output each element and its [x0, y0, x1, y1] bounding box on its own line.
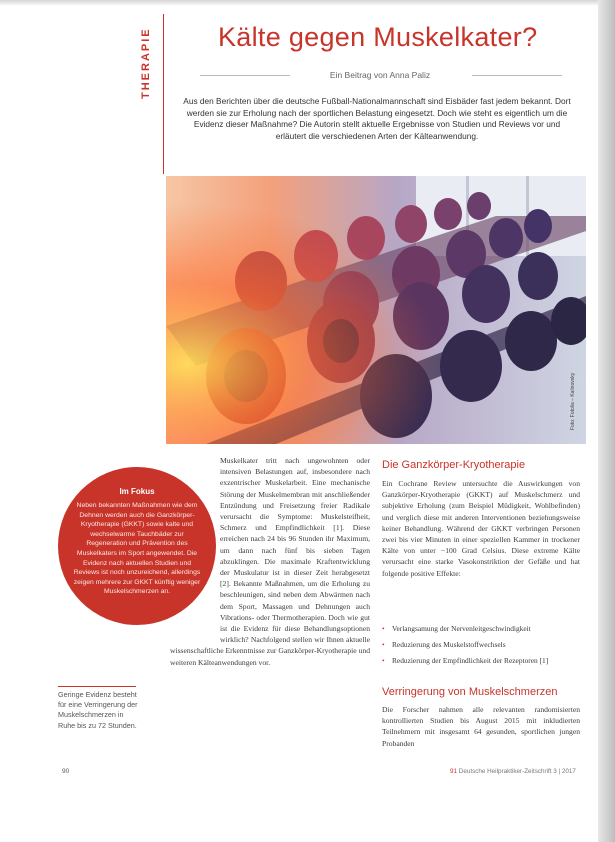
right-column-para1: Ein Cochrane Review untersuchte die Auswirkungen von Ganzkörper-Kryotherapie (GKKT) auf Muskelschmerz und subjektive Erholung (zum Beispiel Müdigkeit, Wohlbefinden) und verglich diese mit anderen Interventionen beziehungsweise keiner Behandlung. Während der GKKT verbringen Personen zwei bis vier Minuten in einer speziellen Kammer in trockener Kälte von unter −100 Grad Celsius. Diese extreme Kälte verursacht eine starke Vasokonstriktion der Gefäße und hat folgende positive Effekte: — [382, 479, 580, 578]
dumbbell-rack-photo — [166, 176, 586, 444]
effects-list — [382, 623, 580, 671]
info-box-text: Neben bekannten Maßnahmen wie dem Dehnen werden auch die Ganzkörper-Kryotherapie (GKKT) sowie kalte und wechselwarme Tauchbäder zur Regeneration und Prävention des Muskelkaters im Sport angewendet. Die Evidenz nach aktuellen Studien und Reviews ist noch unzureichend, allerdings zeigen mehrere zur GKKT künftig weniger Muskelschmerzen an. — [73, 502, 201, 596]
list-item: • Reduzierung des Muskelstoffwechsels — [382, 639, 580, 650]
left-column-paragraph: Muskelkater tritt nach ungewohnten oder intensiven Belastungen auf, insbesondere nach exzentrischer Muskelarbeit. Eine mechanische Störung der Muskelmembran mit anschließender Entzündung und Freisetzung freier Radikale verursacht die Symptome: Muskelsteifheit, Schmerz und Empfindlichkeit [1]. Diese erreichen nach 24 bis 96 Stunden ihr Maximum, um dann nach fünf bis sieben Tagen abzuklingen. Die maximale Kraftentwicklung der Muskulatur ist in dieser Zeit herabgesetzt [2]. Bekannte Maßnahmen, um die Erholung zu beschleunigen, sind neben dem Abwärmen nach dem Sport, Massagen und Dehnungen auch Vibrations- oder Thermotherapien. Doch wie gut ist die Evidenz für diese Behandlungsoptionen wirklich? Nachfolgend stellen wir Ihnen aktuelle wissenschaftliche Erkenntnisse zur Ganzkörper-Kryotherapie und weiteren Kälteanwendungen vor. — [170, 456, 370, 667]
list-item: • Verlangsamung der Nervenleitgeschwindigkeit — [382, 623, 580, 634]
heading-ganzkoerper: Die Ganzkörper-Kryotherapie — [382, 459, 526, 471]
list-item: • Reduzierung der Empfindlichkeit der Rezeptoren [1] — [382, 655, 580, 666]
dumbbell-illustration — [166, 176, 586, 444]
journal-name: Deutsche Heilpraktiker-Zeitschrift 3 | 2017 — [458, 768, 576, 775]
footer-right — [450, 768, 590, 775]
caption-rule — [58, 686, 136, 687]
section-label: THERAPIE — [140, 27, 152, 99]
page-number-right: 91 — [450, 768, 458, 775]
info-box-title: Im Fokus — [119, 487, 155, 496]
article-title: Kälte gegen Muskelkater? — [218, 22, 538, 52]
photo-credit: Foto: Fotolia – Kalinovsky — [570, 372, 576, 430]
side-caption: Geringe Evidenz besteht für eine Verringerung der Muskelschmerzen in Ruhe bis zu 72 Stunden. — [58, 690, 138, 730]
page-number-left: 90 — [62, 768, 70, 775]
scan-edge-top — [0, 0, 615, 6]
section-rule — [163, 14, 164, 174]
lead-paragraph: Aus den Berichten über die deutsche Fußball-Nationalmannschaft sind Eisbäder fast jedem bekannt. Dort werden sie zur Erholung nach der sportlichen Belastung eingesetzt. Doch wie steht es eigentlich um die Evidenz dieser Maßnahme? Die Autorin stellt aktuelle Ergebnisse von Studien und Reviews vor und erläutert die verschiedenen Arten der Kälteanwendung. — [183, 96, 571, 141]
heading-verringerung: Verringerung von Muskelschmerzen — [382, 686, 558, 698]
scan-edge-right — [598, 0, 615, 842]
info-box-circle — [58, 467, 216, 625]
byline: Ein Beitrag von Anna Paliz — [329, 70, 431, 80]
right-column-para2: Die Forscher nahmen alle relevanten randomisierten kontrollierten Studien bis August 2015 mit inkludierten Teilnehmern mit insgesamt 64 gesunden, sportlichen jungen Probanden — [382, 705, 580, 748]
byline-rule-right — [472, 75, 562, 76]
